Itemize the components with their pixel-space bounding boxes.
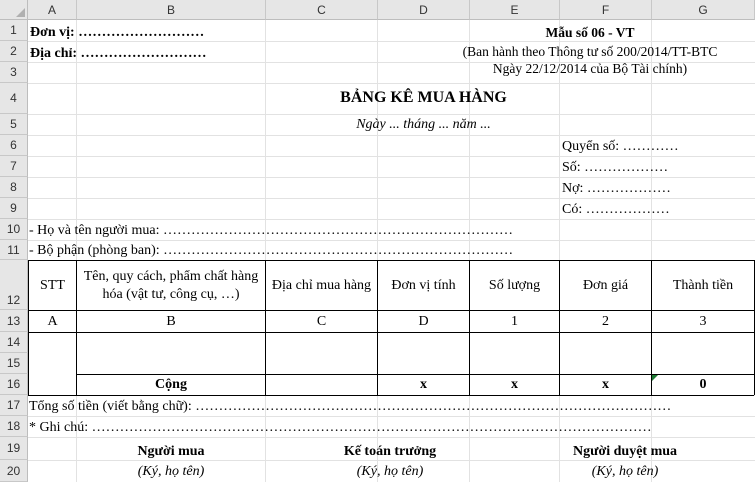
table-border — [28, 332, 754, 333]
row-header-6[interactable]: 6 — [0, 135, 28, 156]
gridline — [28, 198, 755, 199]
row-header-1[interactable]: 1 — [0, 20, 28, 41]
signature-approver-hint: (Ký, họ tên) — [591, 464, 659, 479]
date-line: Ngày ... tháng ... năm ... — [356, 117, 491, 132]
table-header-price[interactable]: Đơn giá — [582, 277, 629, 293]
table-code-cell[interactable]: 3 — [699, 313, 707, 329]
gridline — [28, 83, 755, 84]
gridline — [28, 240, 755, 241]
select-all-button[interactable] — [0, 0, 28, 20]
row-header-8[interactable]: 8 — [0, 177, 28, 198]
total-quantity-cell[interactable]: x — [511, 377, 518, 392]
gridline — [28, 219, 755, 220]
form-number: Mẫu số 06 - VT — [545, 25, 635, 40]
row-header-3[interactable]: 3 — [0, 62, 28, 83]
signature-chief-accountant-title: Kế toán trưởng — [343, 444, 437, 459]
row-header-2[interactable]: 2 — [0, 41, 28, 62]
row-header-12[interactable]: 12 — [0, 260, 28, 310]
row-header-20[interactable]: 20 — [0, 460, 28, 482]
department-line: - Bộ phận (phòng ban): ………………………………………………………………… — [29, 243, 514, 258]
row-header-11[interactable]: 11 — [0, 240, 28, 260]
don-vi-label: Đơn vị: ……………………… — [30, 25, 205, 40]
signature-buyer-title: Người mua — [137, 444, 205, 459]
table-code-cell[interactable]: B — [166, 313, 176, 329]
total-unit-cell[interactable]: x — [420, 377, 427, 392]
total-in-words-line: Tổng số tiền (viết bằng chữ): ………………………………………………………………………………………… — [29, 399, 672, 414]
row-header-5[interactable]: 5 — [0, 114, 28, 135]
column-header-c[interactable]: C — [266, 0, 378, 20]
row-header-17[interactable]: 17 — [0, 395, 28, 416]
total-label[interactable]: Cộng — [155, 377, 187, 392]
row-header-10[interactable]: 10 — [0, 219, 28, 240]
signature-buyer-hint: (Ký, họ tên) — [137, 464, 205, 479]
table-border — [28, 395, 754, 396]
gridline — [28, 416, 755, 417]
note-line: * Ghi chú: ………………………………………………………………………………………………………… — [29, 420, 652, 435]
total-price-cell[interactable]: x — [602, 377, 609, 392]
table-code-cell[interactable]: A — [47, 313, 58, 329]
dia-chi-label: Địa chỉ: ……………………… — [30, 46, 207, 61]
table-header-address[interactable]: Địa chỉ mua hàng — [271, 277, 372, 293]
row-header-14[interactable]: 14 — [0, 332, 28, 353]
table-header-unit[interactable]: Đơn vị tính — [391, 277, 456, 293]
gridline — [28, 135, 755, 136]
column-header-a[interactable]: A — [28, 0, 77, 20]
signature-chief-accountant-hint: (Ký, họ tên) — [356, 464, 424, 479]
table-header-stt[interactable]: STT — [40, 277, 65, 293]
no-field: Nợ: ……………… — [562, 181, 671, 196]
column-header-f[interactable]: F — [560, 0, 652, 20]
column-header-d[interactable]: D — [378, 0, 470, 20]
table-header-quantity[interactable]: Số lượng — [488, 277, 541, 293]
gridline — [28, 156, 755, 157]
quyen-so-field: Quyển số: ………… — [562, 139, 679, 154]
column-header-e[interactable]: E — [470, 0, 560, 20]
so-field: Số: ……………… — [562, 160, 669, 175]
formula-indicator-icon — [652, 375, 658, 381]
total-amount-cell[interactable]: 0 — [699, 377, 707, 392]
table-code-cell[interactable]: C — [316, 313, 327, 329]
row-header-15[interactable]: 15 — [0, 353, 28, 374]
row-header-13[interactable]: 13 — [0, 310, 28, 332]
table-header-amount[interactable]: Thành tiền — [672, 277, 734, 293]
gridline — [28, 437, 755, 438]
co-field: Có: ……………… — [562, 202, 670, 217]
issued-by-text: (Ban hành theo Thông tư số 200/2014/TT-BTC — [462, 44, 718, 59]
gridline — [28, 177, 755, 178]
column-header-b[interactable]: B — [77, 0, 266, 20]
row-header-18[interactable]: 18 — [0, 416, 28, 437]
issued-date-text: Ngày 22/12/2014 của Bộ Tài chính) — [492, 61, 688, 76]
row-header-16[interactable]: 16 — [0, 374, 28, 395]
row-header-19[interactable]: 19 — [0, 437, 28, 460]
page-title: BẢNG KÊ MUA HÀNG — [340, 89, 507, 106]
gridline — [28, 114, 755, 115]
table-header-name[interactable]: Tên, quy cách, phẩm chất hàng hóa (vật tư, công cụ, …) — [83, 268, 259, 302]
table-code-cell[interactable]: D — [418, 313, 429, 329]
row-header-7[interactable]: 7 — [0, 156, 28, 177]
table-code-cell[interactable]: 2 — [602, 313, 609, 329]
table-code-cell[interactable]: 1 — [511, 313, 518, 329]
row-header-4[interactable]: 4 — [0, 83, 28, 114]
column-header-g[interactable]: G — [652, 0, 755, 20]
signature-approver-title: Người duyệt mua — [572, 444, 678, 459]
row-header-9[interactable]: 9 — [0, 198, 28, 219]
buyer-name-line: - Họ và tên người mua: ………………………………………………………………… — [29, 223, 513, 238]
